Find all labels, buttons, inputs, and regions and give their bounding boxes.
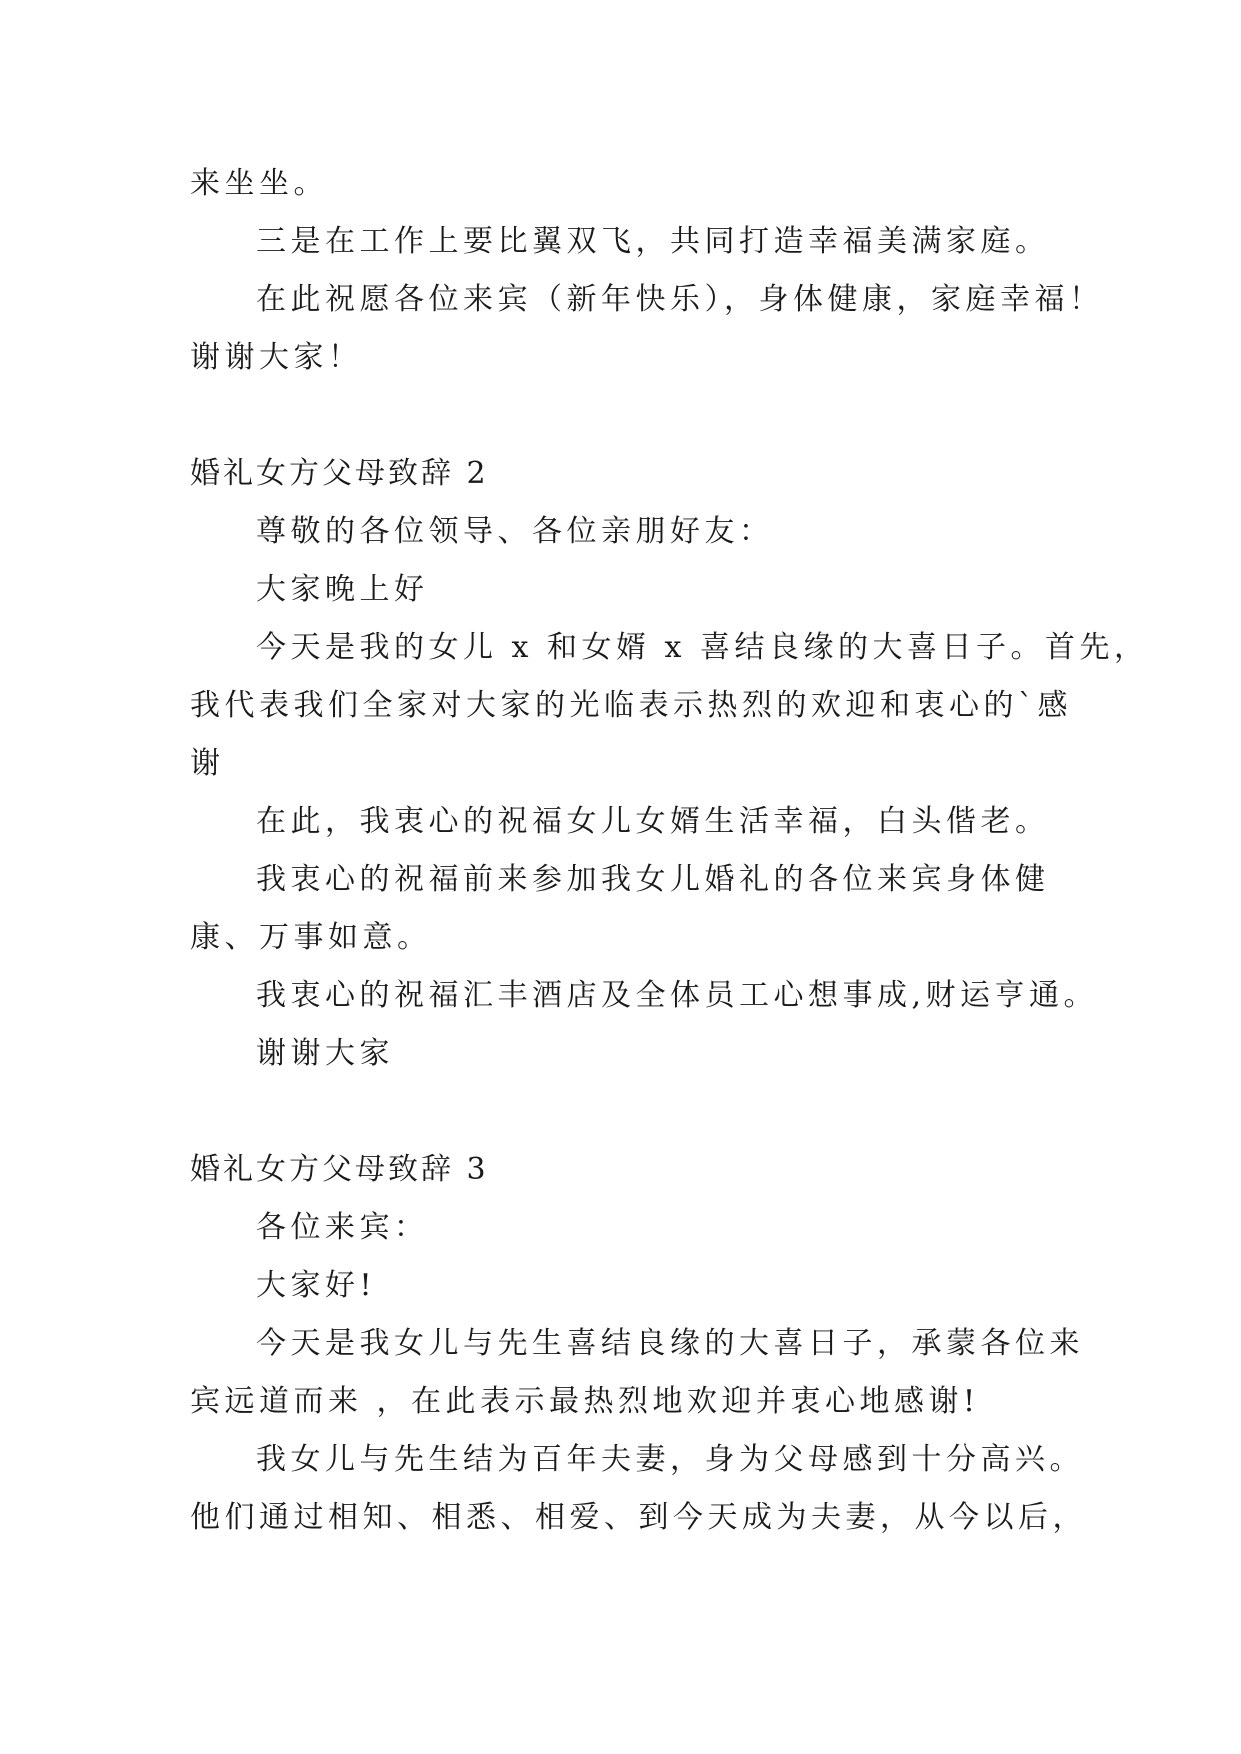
paragraph-line: 宾远道而来 ，在此表示最热烈地欢迎并衷心地感谢! [190, 1384, 980, 1419]
paragraph-line: 三是在工作上要比翼双飞，共同打造幸福美满家庭。 [256, 224, 1050, 259]
paragraph-line: 大家好! [256, 1268, 377, 1303]
paragraph-line: 我衷心的祝福汇丰酒店及全体员工心想事成,财运亨通。 [256, 978, 1099, 1013]
paragraph-line: 他们通过相知、相悉、相爱、到今天成为夫妻，从今以后， [190, 1500, 1087, 1535]
paragraph-line: 今天是我女儿与先生喜结良缘的大喜日子，承蒙各位来 [256, 1326, 1084, 1361]
paragraph-line: 谢 [190, 746, 225, 781]
document-body [190, 155, 1149, 1547]
paragraph-line: 各位来宾： [256, 1210, 429, 1245]
section-spacer [190, 387, 1070, 445]
paragraph-line: 我代表我们全家对大家的光临表示热烈的欢迎和衷心的`感 [190, 688, 1072, 723]
paragraph-line: 大家晚上好 [256, 572, 429, 607]
section-spacer [190, 1083, 1070, 1141]
section-title: 婚礼女方父母致辞 2 [190, 456, 489, 491]
section-title: 婚礼女方父母致辞 3 [190, 1152, 489, 1187]
paragraph-line: 我女儿与先生结为百年夫妻，身为父母感到十分高兴。 [256, 1442, 1084, 1477]
paragraph-line: 来坐坐。 [190, 166, 328, 201]
paragraph-line: 谢谢大家 [256, 1036, 394, 1071]
paragraph-line: 在此祝愿各位来宾（新年快乐），身体健康，家庭幸福！ [256, 282, 1104, 317]
paragraph-line: 今天是我的女儿 x 和女婿 x 喜结良缘的大喜日子。首先， [256, 630, 1149, 665]
paragraph-line: 在此，我衷心的祝福女儿女婿生活幸福，白头偕老。 [256, 804, 1050, 839]
paragraph-line: 康、万事如意。 [190, 920, 432, 955]
paragraph-line: 谢谢大家！ [190, 340, 363, 375]
paragraph-line: 尊敬的各位领导、各位亲朋好友： [256, 514, 774, 549]
paragraph-line: 我衷心的祝福前来参加我女儿婚礼的各位来宾身体健 [256, 862, 1050, 897]
